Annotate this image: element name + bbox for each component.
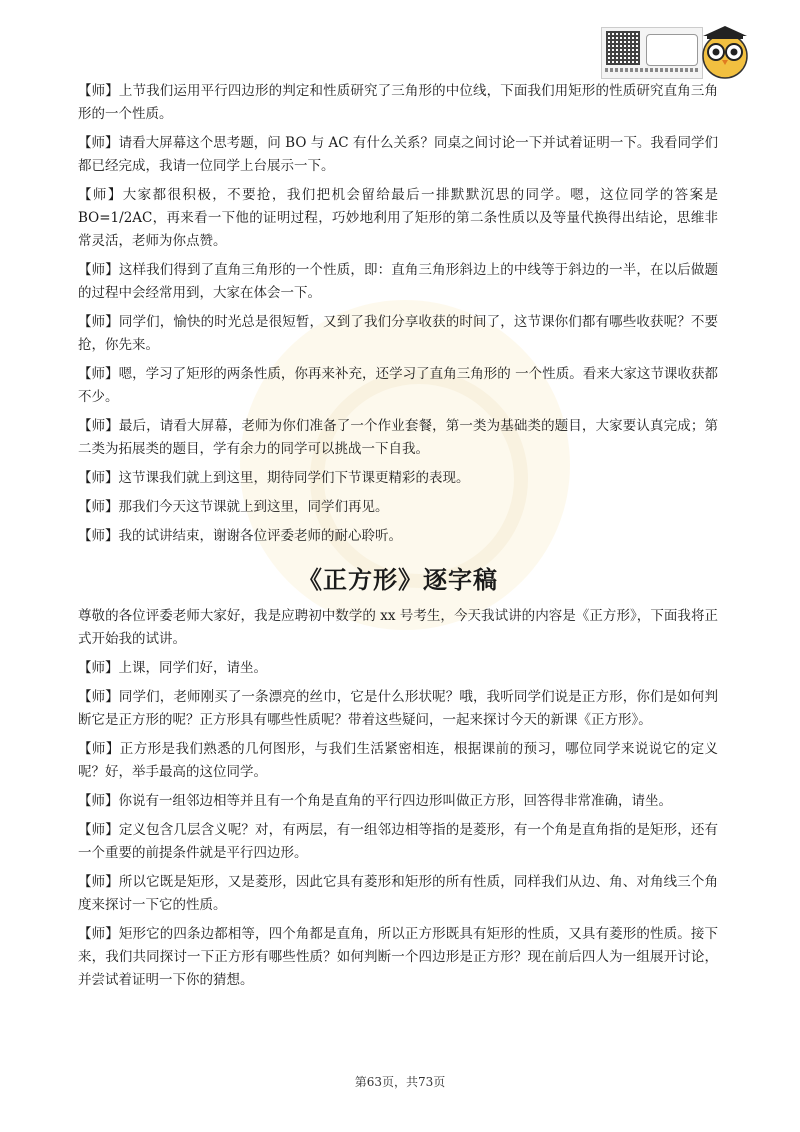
paragraph: 【师】那我们今天这节课就上到这里，同学们再见。 — [78, 499, 389, 515]
paragraph: 【师】这节课我们就上到这里，期待同学们下节课更精彩的表现。 — [78, 470, 470, 486]
speech-bubble-icon — [646, 34, 698, 66]
paragraph: 【师】所以它既是矩形，又是菱形，因此它具有菱形和矩形的所有性质，同样我们从边、角、对角线三个角度来探讨一下它的性质。 — [78, 874, 718, 913]
qr-caption-decoration — [605, 68, 699, 72]
paragraph: 【师】你说有一组邻边相等并且有一个角是直角的平行四边形叫做正方形，回答得非常准确，请坐。 — [78, 793, 672, 809]
paragraph: 【师】同学们，愉快的时光总是很短暂，又到了我们分享收获的时间了，这节课你们都有哪些收获呢？不要抢，你先来。 — [78, 314, 718, 353]
paragraph: 【师】大家都很积极，不要抢，我们把机会留给最后一排默默沉思的同学。嗯，这位同学的答案是 BO=1/2AC，再来看一下他的证明过程，巧妙地利用了矩形的第二条性质以及等量代换得出结论，思维非常灵活，老师为你点赞。 — [78, 187, 718, 249]
paragraph: 尊敬的各位评委老师大家好，我是应聘初中数学的 xx 号考生，今天我试讲的内容是《正方形》，下面我将正式开始我的试讲。 — [78, 608, 718, 647]
paragraph: 【师】上课，同学们好，请坐。 — [78, 660, 267, 676]
paragraph: 【师】定义包含几层含义呢？对，有两层，有一组邻边相等指的是菱形，有一个角是直角指的是矩形，还有一个重要的前提条件就是平行四边形。 — [78, 822, 718, 861]
paragraph: 【师】这样我们得到了直角三角形的一个性质，即：直角三角形斜边上的中线等于斜边的一半，在以后做题的过程中会经常用到，大家在体会一下。 — [78, 262, 718, 301]
paragraph: 【师】同学们，老师刚买了一条漂亮的丝巾，它是什么形状呢？哦，我听同学们说是正方形，你们是如何判断它是正方形的呢？正方形具有哪些性质呢？带着这些疑问，一起来探讨今天的新课《正方形》。 — [78, 689, 718, 728]
paragraph: 【师】上节我们运用平行四边形的判定和性质研究了三角形的中位线，下面我们用矩形的性质研究直角三角形的一个性质。 — [78, 83, 718, 122]
qr-code-icon — [606, 31, 640, 65]
owl-mascot-icon — [695, 22, 755, 82]
header-qr-banner — [601, 27, 703, 79]
document-body — [78, 80, 718, 998]
paragraph: 【师】我的试讲结束，谢谢各位评委老师的耐心聆听。 — [78, 528, 402, 544]
page-number: 第63页，共73页 — [354, 1075, 446, 1089]
paragraph: 【师】最后，请看大屏幕，老师为你们准备了一个作业套餐，第一类为基础类的题目，大家要认真完成；第二类为拓展类的题目，学有余力的同学可以挑战一下自我。 — [78, 418, 718, 457]
paragraph: 【师】矩形它的四条边都相等，四个角都是直角，所以正方形既具有矩形的性质，又具有菱形的性质。接下来，我们共同探讨一下正方形有哪些性质？如何判断一个四边形是正方形？现在前后四人为一组展开讨论，并尝试着证明一下你的猜想。 — [78, 926, 718, 988]
paragraph: 【师】请看大屏幕这个思考题，问 BO 与 AC 有什么关系？同桌之间讨论一下并试着证明一下。我看同学们都已经完成，我请一位同学上台展示一下。 — [78, 135, 718, 174]
paragraph: 【师】正方形是我们熟悉的几何图形，与我们生活紧密相连，根据课前的预习，哪位同学来说说它的定义呢？好，举手最高的这位同学。 — [78, 741, 718, 780]
paragraph: 【师】嗯，学习了矩形的两条性质，你再来补充，还学习了直角三角形的 一个性质。看来大家这节课收获都不少。 — [78, 366, 718, 405]
section-heading: 《正方形》逐字稿 — [298, 565, 498, 594]
